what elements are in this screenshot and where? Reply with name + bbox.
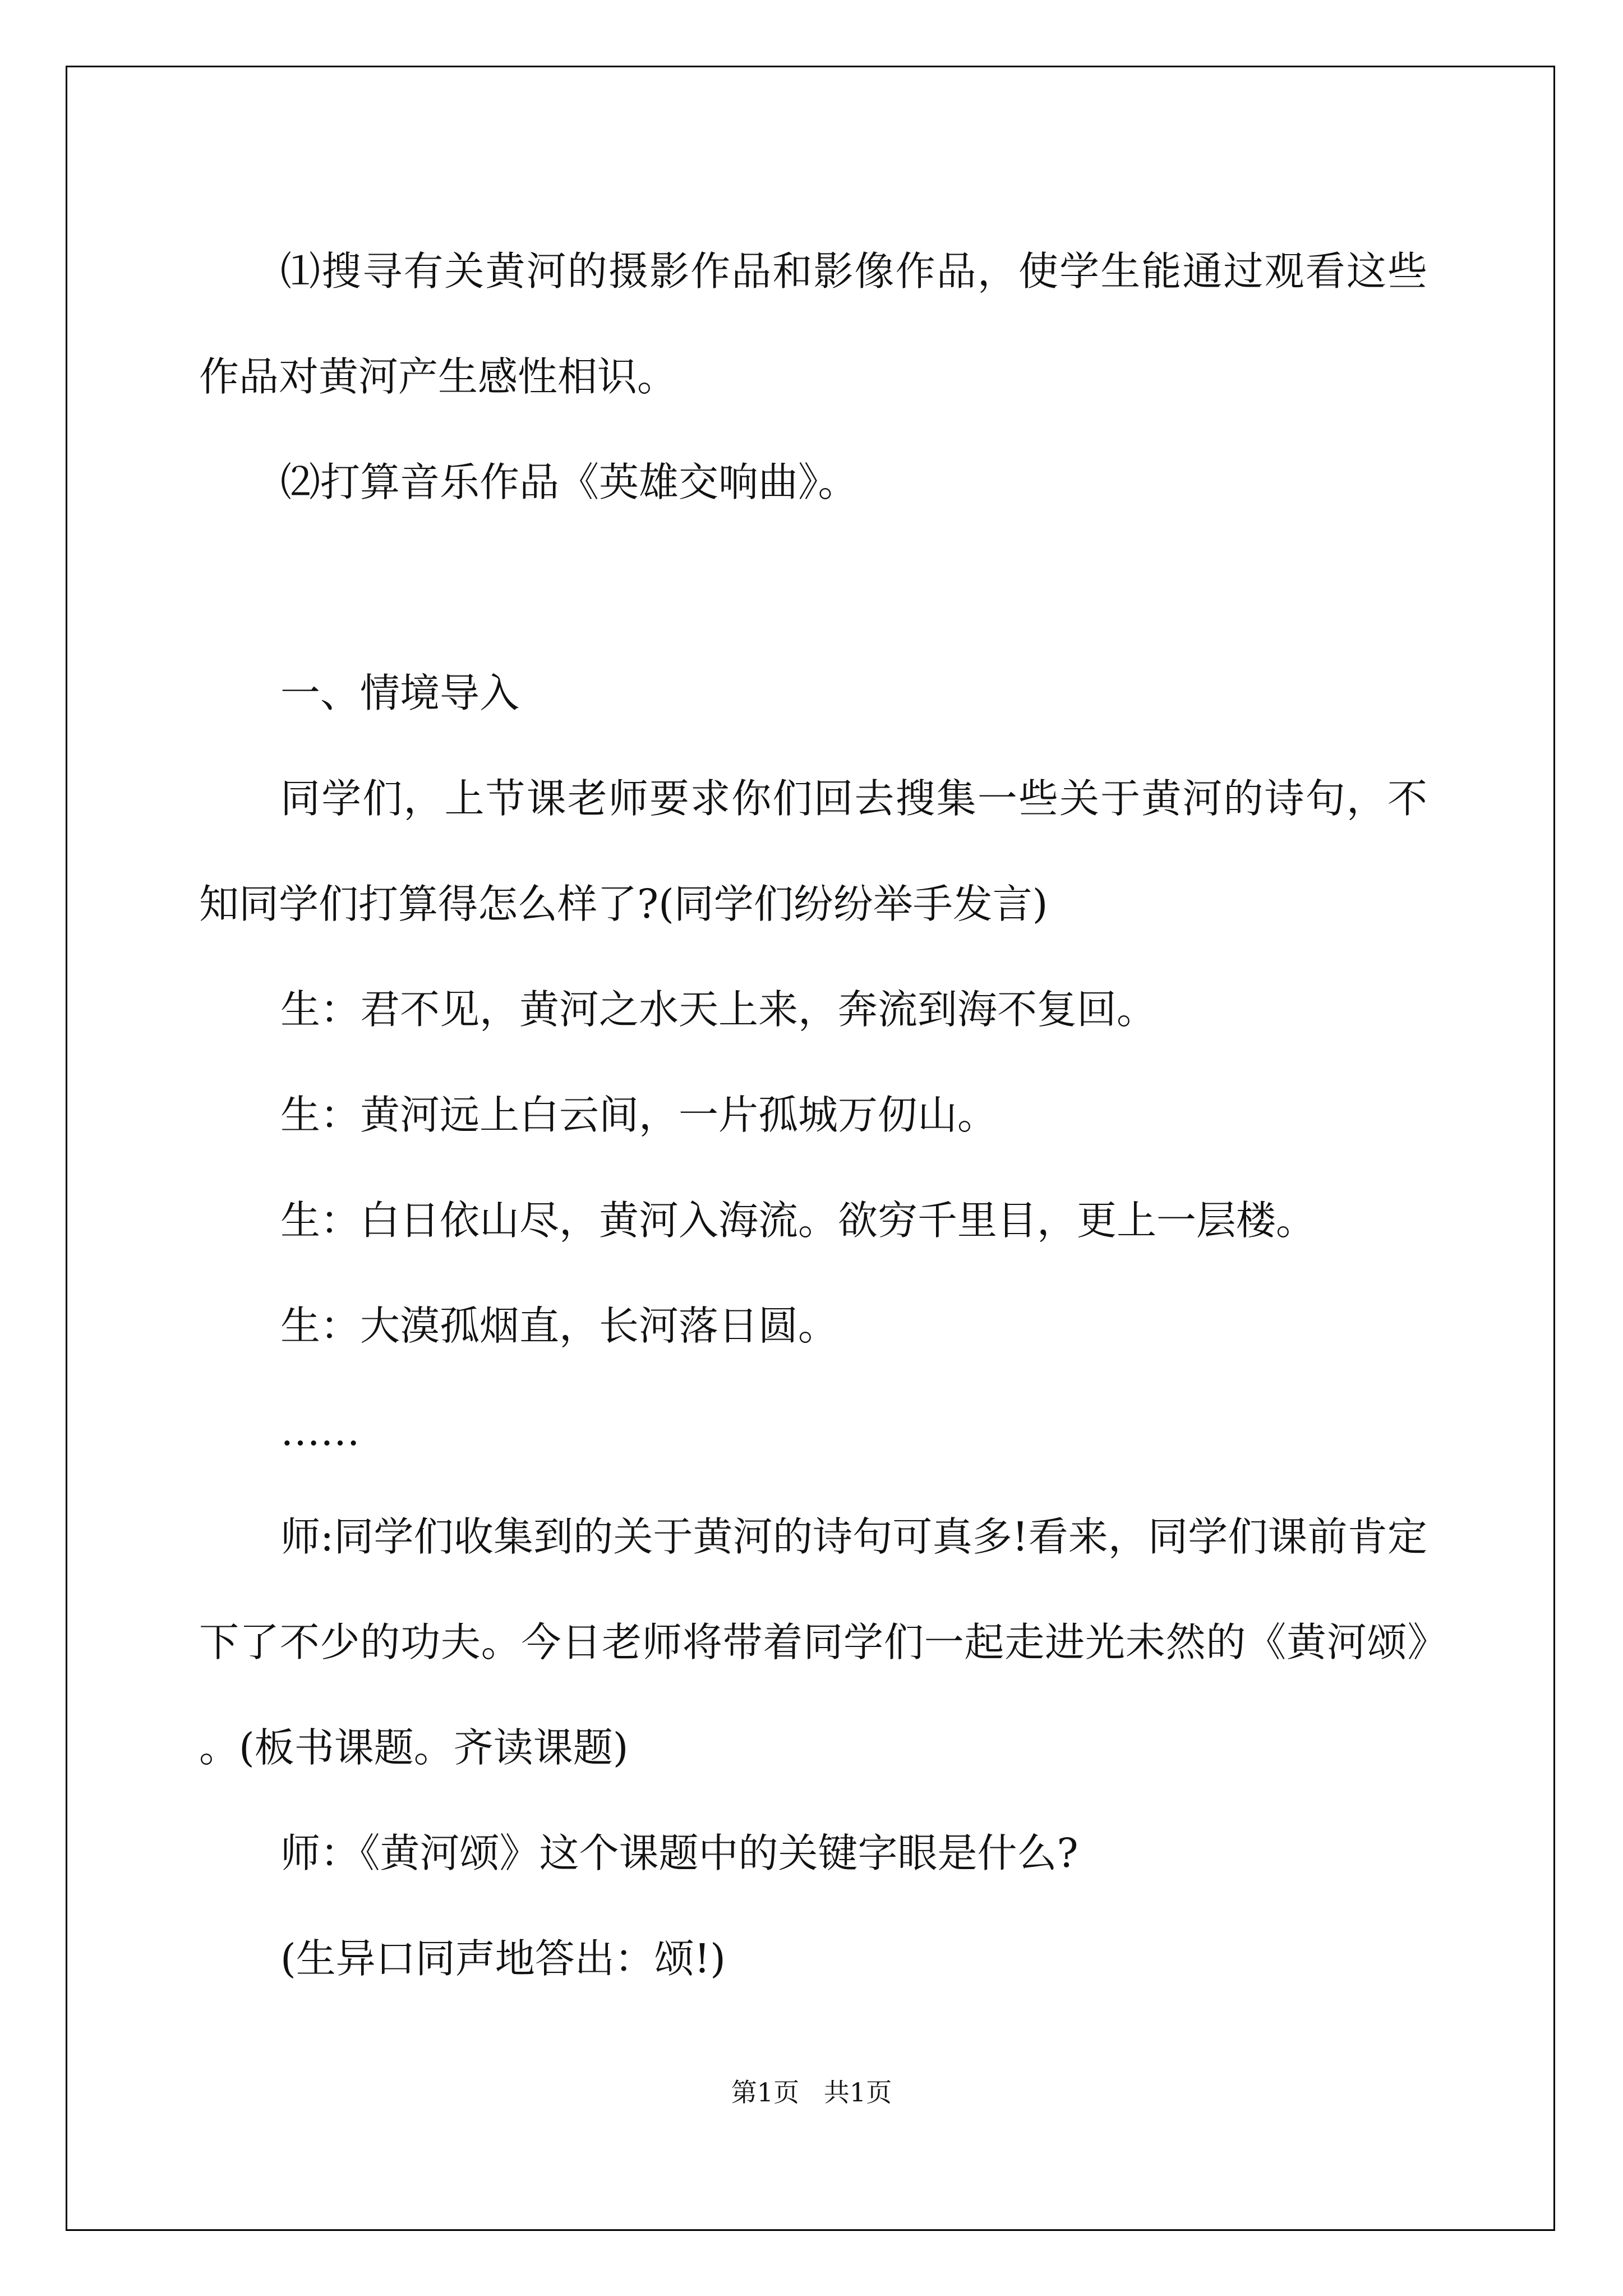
paragraph-students-answer: (生异口同声地答出：颂!) [280, 1935, 726, 1982]
paragraph-intro: 同学们，上节课老师要求你们回去搜集一些关于黄河的诗句，不知同学们打算得怎么样了?(同学们纷纷举手发言) [199, 775, 1427, 927]
paragraph-ellipsis: …… [280, 1408, 360, 1455]
page-footer: 第1页 共1页 [731, 2077, 892, 2108]
paragraph-materials-1: ⑴搜寻有关黄河的摄影作品和影像作品，使学生能通过观看这些作品对黄河产生感性相识。 [199, 248, 1427, 400]
paragraph-poem-1: 生：君不见，黄河之水天上来，奔流到海不复回。 [280, 986, 1157, 1033]
paragraph-teacher-1: 师:同学们收集到的关于黄河的诗句可真多!看来，同学们课前肯定下了不少的功夫。今日老师将带着同学们一起走进光未然的《黄河颂》。(板书课题。齐读课题) [199, 1513, 1427, 1771]
paragraph-poem-2: 生：黄河远上白云间，一片孤城万仞山。 [280, 1092, 998, 1138]
blank-line [199, 535, 1427, 641]
paragraph-poem-4: 生：大漠孤烟直，长河落日圆。 [280, 1303, 838, 1349]
paragraph-materials-2: ⑵打算音乐作品《英雄交响曲》。 [280, 459, 858, 505]
paragraph-teacher-2: 师：《黄河颂》这个课题中的关键字眼是什么? [280, 1830, 1078, 1876]
document-body [199, 219, 1427, 2012]
section-heading: 一、情境导入 [280, 670, 520, 716]
paragraph-poem-3: 生：白日依山尽，黄河入海流。欲穷千里目，更上一层楼。 [280, 1197, 1316, 1244]
